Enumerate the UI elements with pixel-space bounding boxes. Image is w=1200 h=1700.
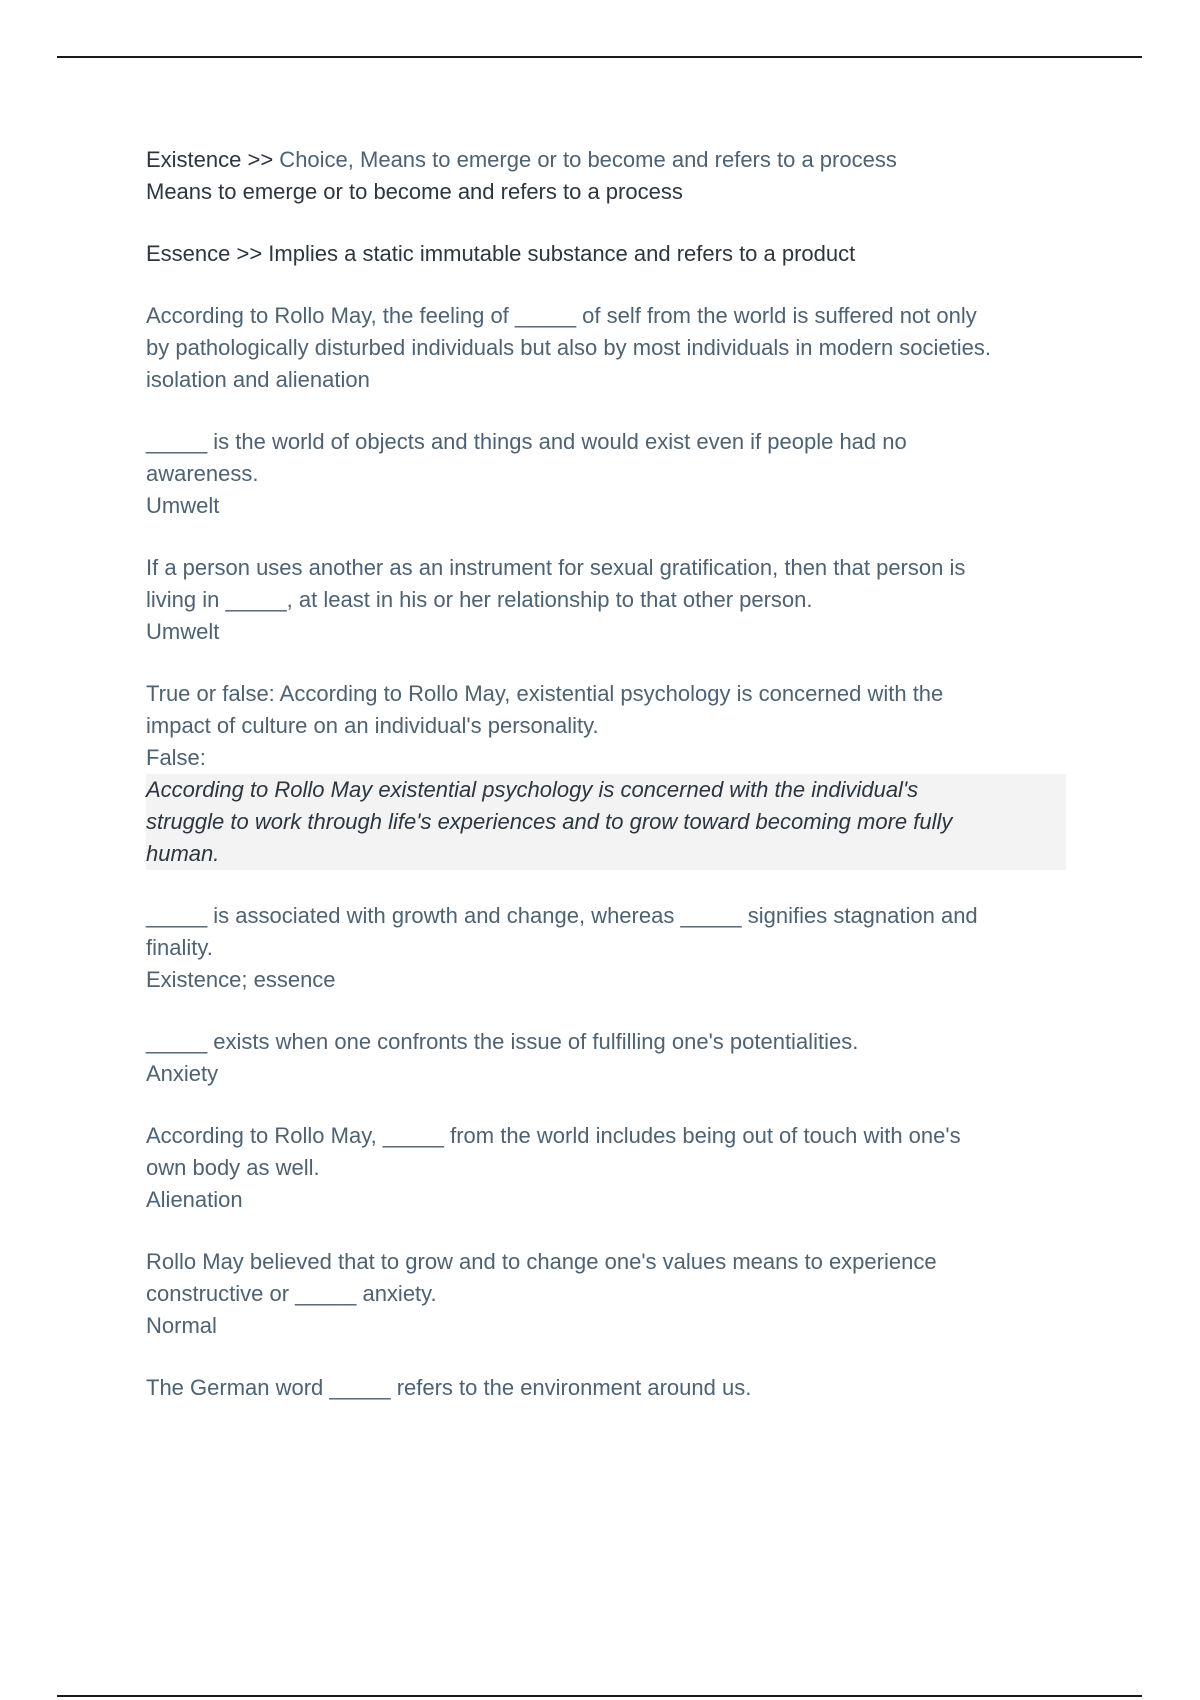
answer-line: Alienation (146, 1187, 243, 1212)
question-block (146, 900, 1096, 996)
explanation-line: human. (146, 841, 220, 866)
answer-line: isolation and alienation (146, 367, 370, 392)
question-line: constructive or _____ anxiety. (146, 1281, 437, 1306)
bottom-rule (57, 1695, 1142, 1697)
question-line: _____ is the world of objects and things and would exist even if people had no (146, 429, 907, 454)
question-line: According to Rollo May, the feeling of _____ of self from the world is suffered not only (146, 303, 977, 328)
question-block (146, 678, 1096, 870)
question-line: by pathologically disturbed individuals but also by most individuals in modern societies. (146, 335, 992, 360)
flashcard-essence (146, 238, 1096, 270)
answer-line: Anxiety (146, 1061, 219, 1086)
question-line: Rollo May believed that to grow and to change one's values means to experience (146, 1249, 937, 1274)
question-line: living in _____, at least in his or her relationship to that other person. (146, 587, 813, 612)
explanation-line: According to Rollo May existential psychology is concerned with the individual's (146, 777, 919, 802)
question-block (146, 1372, 1096, 1404)
explanation-line: struggle to work through life's experiences and to grow toward becoming more fully (146, 809, 953, 834)
answer-line: Existence; essence (146, 967, 336, 992)
answer-explanation (146, 774, 1066, 870)
question-block (146, 1120, 1096, 1216)
question-block (146, 552, 1096, 648)
question-line: _____ exists when one confronts the issue of fulfilling one's potentialities. (146, 1029, 859, 1054)
question-line: According to Rollo May, _____ from the world includes being out of touch with one's (146, 1123, 961, 1148)
question-line: finality. (146, 935, 213, 960)
term-label: Existence >> (146, 147, 274, 172)
term-detail: Means to emerge or to become and refers to a process (146, 179, 683, 204)
top-rule (57, 56, 1142, 58)
answer-line: False: (146, 745, 206, 770)
answer-line: Umwelt (146, 493, 220, 518)
question-line: awareness. (146, 461, 259, 486)
term-definition: Choice, Means to emerge or to become and refers to a process (273, 147, 897, 172)
question-line: _____ is associated with growth and change, whereas _____ signifies stagnation and (146, 903, 978, 928)
question-line: own body as well. (146, 1155, 320, 1180)
question-line: If a person uses another as an instrument for sexual gratification, then that person is (146, 555, 966, 580)
document-body (146, 144, 1096, 1434)
question-line: True or false: According to Rollo May, existential psychology is concerned with the (146, 681, 944, 706)
answer-line: Umwelt (146, 619, 220, 644)
question-block (146, 300, 1096, 396)
answer-line: Normal (146, 1313, 217, 1338)
question-block (146, 426, 1096, 522)
term-line (146, 144, 1096, 176)
question-block (146, 1026, 1096, 1090)
question-block (146, 1246, 1096, 1342)
flashcard-existence (146, 144, 1096, 208)
question-line: impact of culture on an individual's personality. (146, 713, 599, 738)
question-line: The German word _____ refers to the environment around us. (146, 1375, 752, 1400)
term-line: Essence >> Implies a static immutable substance and refers to a product (146, 241, 856, 266)
